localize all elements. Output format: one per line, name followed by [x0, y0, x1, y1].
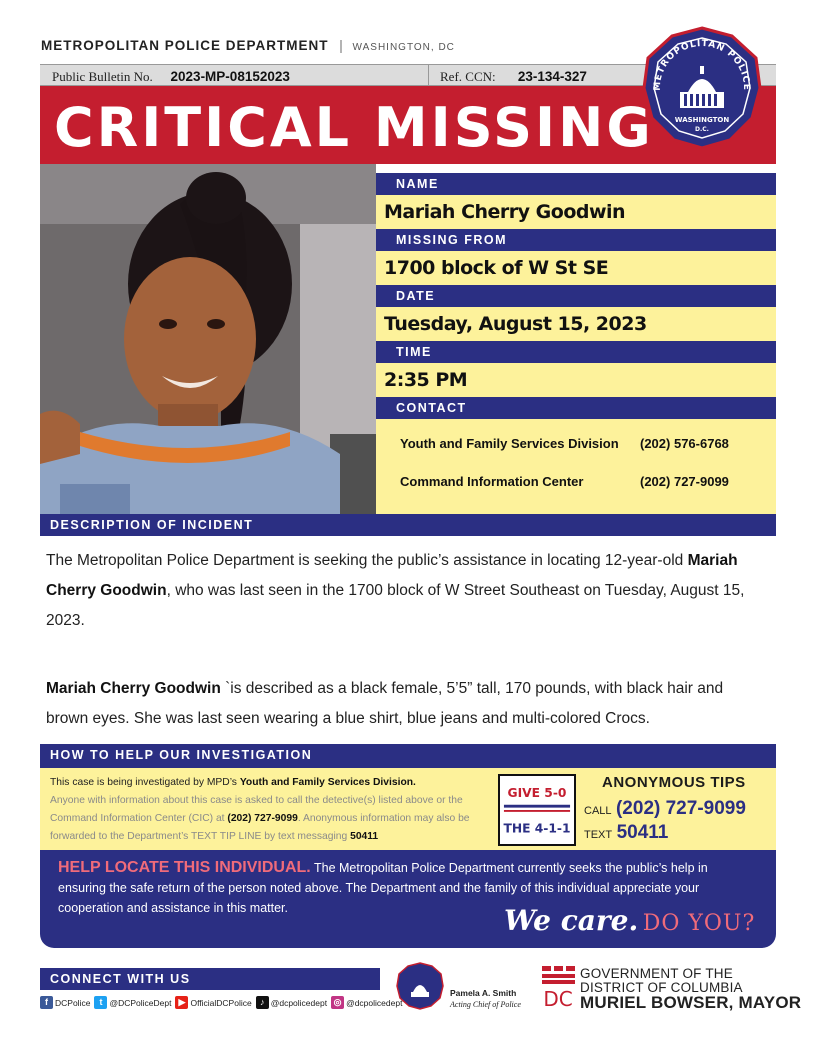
social-facebook[interactable] — [40, 996, 90, 1009]
help-instructions — [50, 774, 490, 846]
twitter-icon: t — [94, 996, 107, 1009]
bulletin-value: 2023-MP-08152023 — [170, 69, 290, 84]
department-city: WASHINGTON, DC — [352, 42, 455, 53]
help-line2-phone: (202) 727-9099 — [227, 813, 298, 824]
incident-paragraph-2 — [46, 674, 766, 734]
instagram-handle: @dcpolicedept — [346, 997, 403, 1008]
help-line2-b: . Anonymous information may also be forwarded to the Department’s TEXT TIP LINE by text messaging — [50, 813, 470, 842]
chief-name: Pamela A. Smith — [450, 988, 517, 998]
text-number[interactable]: 50411 — [616, 822, 669, 843]
youtube-icon: ▶ — [175, 996, 188, 1009]
badge-top-text: METROPOLITAN POLICE — [652, 38, 752, 92]
facebook-handle: DCPolice — [55, 997, 91, 1008]
we-care-text: We care. — [504, 904, 639, 937]
help-locate-title: HELP LOCATE THIS INDIVIDUAL. — [58, 859, 311, 876]
text-line — [584, 822, 668, 844]
banner-title: CRITICAL MISSING — [54, 96, 654, 159]
help-locate-body: The Metropolitan Police Department currently seeks the public’s help in ensuring the safe return of the person noted above. The Department and the family of this individual appreciate your cooperation and assistance in this matter. — [58, 861, 708, 915]
gov-line-1: GOVERNMENT OF THE — [580, 966, 733, 981]
time-label: TIME — [376, 341, 776, 363]
contact-phone-yfsd[interactable]: (202) 576-6768 — [640, 436, 729, 451]
badge-bottom-text: WASHINGTON — [674, 116, 730, 124]
call-line — [584, 798, 746, 820]
bulletin-label: Public Bulletin No. — [52, 69, 153, 84]
help-yellow-panel — [40, 768, 776, 850]
ref-label: Ref. CCN: — [440, 69, 496, 84]
tiktok-handle: @dcpolicedept — [270, 997, 328, 1008]
we-care-slogan — [504, 904, 755, 937]
help-line2-code: 50411 — [350, 831, 379, 842]
social-instagram[interactable] — [331, 996, 402, 1009]
ref-value: 23-134-327 — [517, 69, 587, 84]
p1-text-b: , who was last seen in the 1700 block of W Street Southeast on Tuesday, August 15, 2023. — [46, 582, 745, 629]
tiktok-icon: ♪ — [256, 996, 269, 1009]
call-label: CALL — [584, 805, 612, 817]
department-name: METROPOLITAN POLICE DEPARTMENT — [41, 38, 329, 53]
contact-name-yfsd: Youth and Family Services Division — [400, 436, 619, 451]
bulletin-number — [52, 68, 290, 86]
contact-phone-cic[interactable]: (202) 727-9099 — [640, 474, 729, 489]
name-value: Mariah Cherry Goodwin — [376, 195, 776, 229]
police-badge-logo — [640, 26, 764, 150]
give-5-0-logo — [498, 774, 576, 846]
time-value: 2:35 PM — [376, 363, 776, 397]
text-label: TEXT — [584, 829, 613, 841]
department-header — [41, 38, 455, 53]
social-links — [40, 996, 406, 1009]
name-label: NAME — [376, 173, 776, 195]
incident-paragraph-1 — [46, 546, 766, 636]
social-tiktok[interactable] — [256, 996, 327, 1009]
facebook-icon: f — [40, 996, 53, 1009]
p1-text-a: The Metropolitan Police Department is seeking the public’s assistance in locating 12-year-old — [46, 552, 684, 569]
strip-divider — [428, 65, 429, 85]
do-you-text: DO YOU? — [642, 911, 756, 936]
contact-label: CONTACT — [376, 397, 776, 419]
date-label: DATE — [376, 285, 776, 307]
help-line2: Anyone with information about this case is asked to call the detective(s) listed above or the Command Information Center (CIC) at — [50, 795, 463, 824]
youtube-handle: OfficialDCPolice — [190, 997, 252, 1008]
chief-title: Acting Chief of Police — [450, 1000, 521, 1009]
description-heading: DESCRIPTION OF INCIDENT — [40, 514, 776, 536]
missing-person-photo — [40, 164, 376, 514]
help-investigation-section — [40, 744, 776, 948]
dc-government-logo — [540, 966, 576, 1010]
reference-ccn — [440, 68, 587, 86]
contact-box — [376, 419, 776, 514]
p2-person-name: Mariah Cherry Goodwin — [46, 680, 221, 697]
social-youtube[interactable] — [175, 996, 251, 1009]
gov-line-3: MURIEL BOWSER, MAYOR — [580, 993, 802, 1012]
help-line1-b: Youth and Family Services Division. — [239, 777, 416, 788]
connect-heading: CONNECT WITH US — [40, 968, 380, 990]
dc-letters: DC — [543, 987, 573, 1010]
contact-name-cic: Command Information Center — [400, 474, 584, 489]
gov-line-2: DISTRICT OF COLUMBIA — [580, 980, 743, 995]
missing-from-label: MISSING FROM — [376, 229, 776, 251]
p2-text: `is described as a black female, 5’5” tall, 170 pounds, with black hair and brown eyes. She was last seen wearing a blue shirt, blue jeans and multi-colored Crocs. — [46, 680, 724, 727]
help-line1-a: This case is being investigated by MPD’s — [50, 777, 240, 788]
help-heading: HOW TO HELP OUR INVESTIGATION — [50, 748, 313, 762]
anonymous-tips-title: ANONYMOUS TIPS — [602, 774, 746, 791]
twitter-handle: @DCPoliceDept — [109, 997, 172, 1008]
header-separator: | — [339, 38, 344, 53]
small-police-badge-icon — [396, 962, 444, 1010]
badge-bottom-sub: D.C. — [695, 126, 709, 133]
instagram-icon: ◎ — [331, 996, 344, 1009]
missing-from-value: 1700 block of W St SE — [376, 251, 776, 285]
social-twitter[interactable] — [94, 996, 171, 1009]
give-bottom-text: THE 4-1-1 — [503, 821, 571, 836]
p1-person-name: Mariah Cherry Goodwin — [46, 552, 738, 599]
call-number[interactable]: (202) 727-9099 — [615, 798, 746, 819]
date-value: Tuesday, August 15, 2023 — [376, 307, 776, 341]
give-top-text: GIVE 5-0 — [507, 785, 567, 800]
